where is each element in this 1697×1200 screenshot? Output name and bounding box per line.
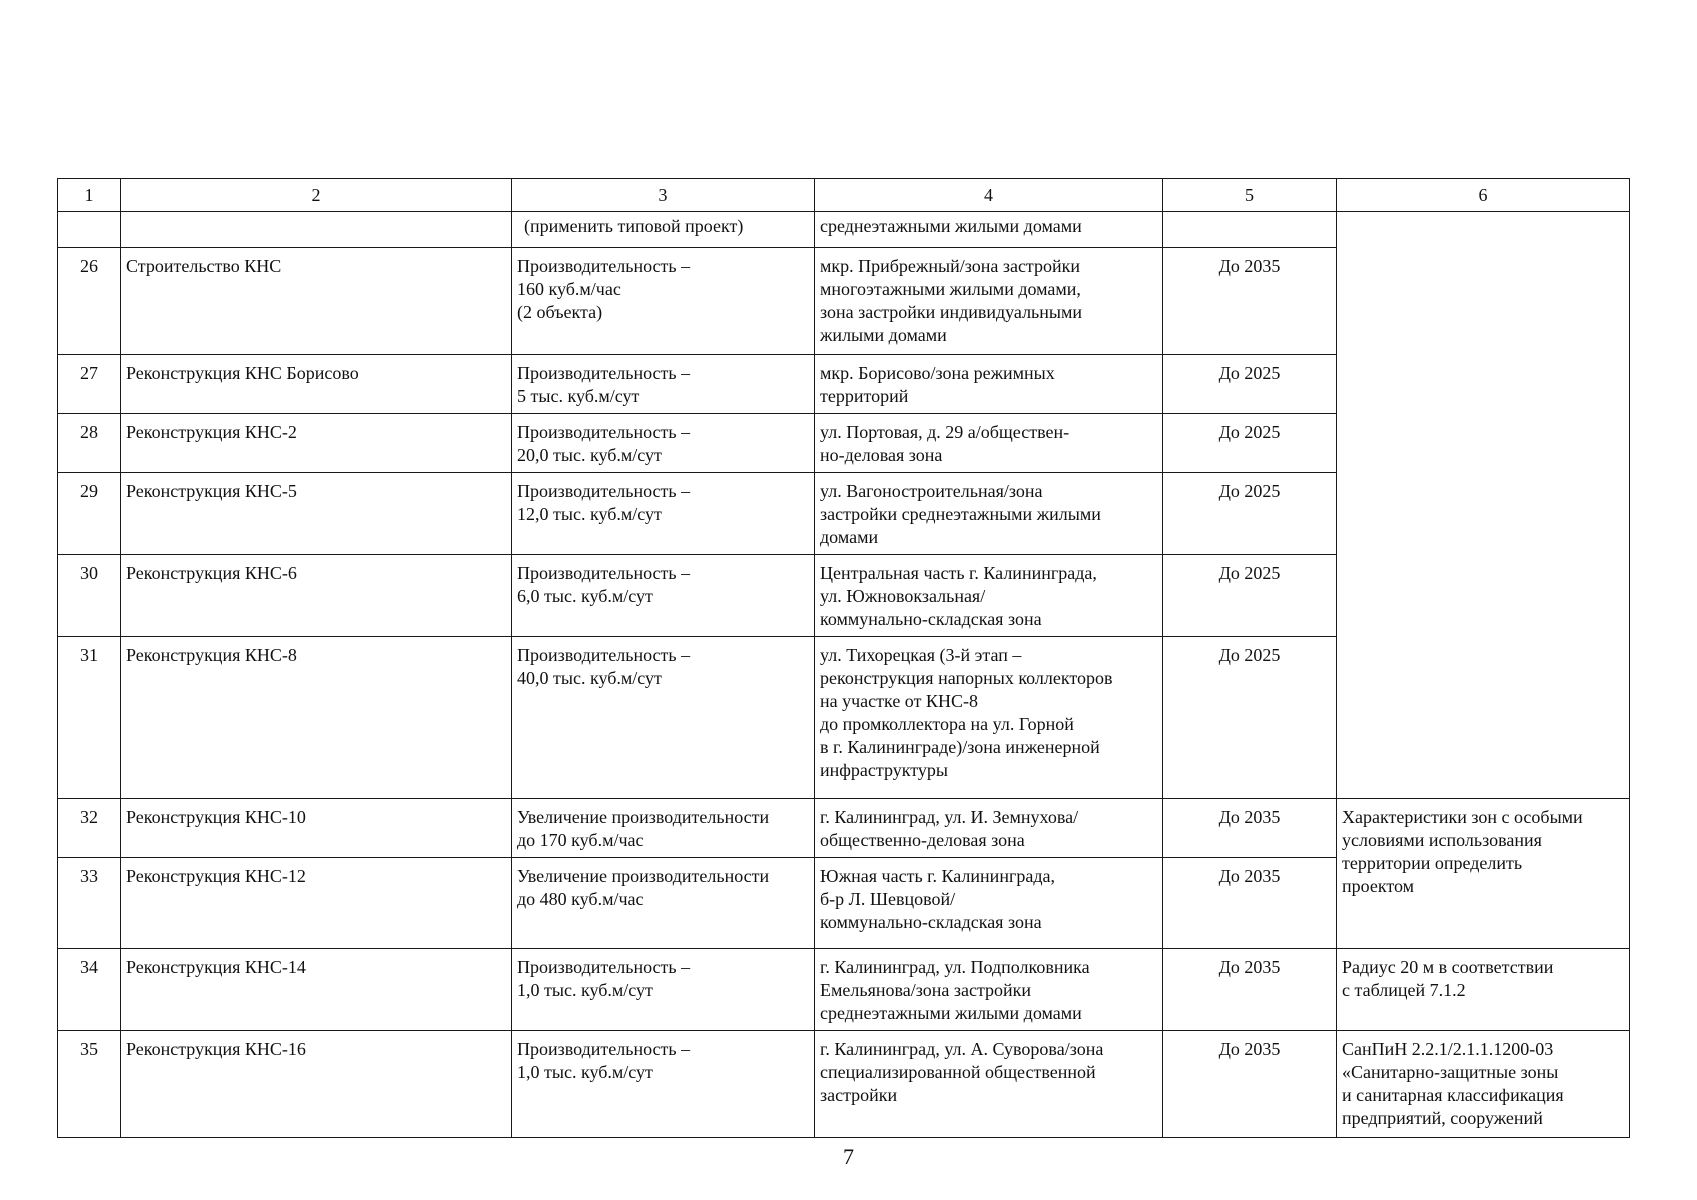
zone-characteristics-cell: [1337, 212, 1630, 799]
object-name-cell: Реконструкция КНС Борисово: [121, 355, 512, 414]
capacity-cell: Производительность – 12,0 тыс. куб.м/сут: [512, 473, 815, 555]
table-row-34: [58, 949, 1630, 1031]
term-cell: До 2035: [1163, 248, 1337, 355]
term-cell: До 2035: [1163, 1031, 1337, 1138]
location-cell: ул. Тихорецкая (3-й этап – реконструкция напорных коллекторов на участке от КНС-8 до промколлектора на ул. Горной в г. Калининграде)/зона инженерной инфраструктуры: [815, 637, 1163, 799]
location-cell: среднеэтажными жилыми домами: [815, 212, 1163, 248]
object-name-cell: Реконструкция КНС-16: [121, 1031, 512, 1138]
capacity-cell: Производительность – 20,0 тыс. куб.м/сут: [512, 414, 815, 473]
location-cell: ул. Портовая, д. 29 а/обществен- но-деловая зона: [815, 414, 1163, 473]
page-number: 7: [843, 1144, 854, 1169]
term-cell: До 2025: [1163, 637, 1337, 799]
capacity-cell: Увеличение производительности до 170 куб.м/час: [512, 799, 815, 858]
row-number-cell: 33: [58, 858, 121, 949]
table-header-row: [58, 179, 1630, 212]
term-cell: До 2025: [1163, 414, 1337, 473]
row-number-cell: 32: [58, 799, 121, 858]
zone-characteristics-cell: СанПиН 2.2.1/2.1.1.1200-03 «Санитарно-защитные зоны и санитарная классификация предприятий, сооружений: [1337, 1031, 1630, 1138]
column-header-4: 4: [815, 179, 1163, 212]
location-cell: мкр. Прибрежный/зона застройки многоэтажными жилыми домами, зона застройки индивидуальными жилыми домами: [815, 248, 1163, 355]
row-number-cell: 29: [58, 473, 121, 555]
object-name-cell: [121, 212, 512, 248]
column-header-1: 1: [58, 179, 121, 212]
location-cell: г. Калининград, ул. Подполковника Емельянова/зона застройки среднеэтажными жилыми домами: [815, 949, 1163, 1031]
location-cell: мкр. Борисово/зона режимных территорий: [815, 355, 1163, 414]
zone-characteristics-cell: Характеристики зон с особыми условиями использования территории определить проектом: [1337, 799, 1630, 949]
location-cell: ул. Вагоностроительная/зона застройки среднеэтажными жилыми домами: [815, 473, 1163, 555]
table-row-continuation: [58, 212, 1630, 248]
row-number-cell: 26: [58, 248, 121, 355]
object-name-cell: Реконструкция КНС-2: [121, 414, 512, 473]
column-header-3: 3: [512, 179, 815, 212]
capacity-cell: Производительность – 5 тыс. куб.м/сут: [512, 355, 815, 414]
object-name-cell: Строительство КНС: [121, 248, 512, 355]
object-name-cell: Реконструкция КНС-6: [121, 555, 512, 637]
row-number-cell: 27: [58, 355, 121, 414]
location-cell: Южная часть г. Калининграда, б-р Л. Шевцовой/ коммунально-складская зона: [815, 858, 1163, 949]
row-number-cell: 34: [58, 949, 121, 1031]
zone-characteristics-cell: Радиус 20 м в соответствии с таблицей 7.1.2: [1337, 949, 1630, 1031]
row-number-cell: 35: [58, 1031, 121, 1138]
column-header-5: 5: [1163, 179, 1337, 212]
table-row-32: [58, 799, 1630, 858]
row-number-cell: 30: [58, 555, 121, 637]
location-cell: г. Калининград, ул. И. Земнухова/ общественно-деловая зона: [815, 799, 1163, 858]
term-cell: [1163, 212, 1337, 248]
facilities-table: [57, 178, 1630, 1138]
capacity-cell: Производительность – 160 куб.м/час (2 объекта): [512, 248, 815, 355]
capacity-cell: Производительность – 1,0 тыс. куб.м/сут: [512, 949, 815, 1031]
term-cell: До 2035: [1163, 799, 1337, 858]
object-name-cell: Реконструкция КНС-10: [121, 799, 512, 858]
capacity-cell: (применить типовой проект): [512, 212, 815, 248]
capacity-cell: Производительность – 40,0 тыс. куб.м/сут: [512, 637, 815, 799]
object-name-cell: Реконструкция КНС-8: [121, 637, 512, 799]
term-cell: До 2035: [1163, 949, 1337, 1031]
term-cell: До 2025: [1163, 555, 1337, 637]
term-cell: До 2025: [1163, 355, 1337, 414]
term-cell: До 2025: [1163, 473, 1337, 555]
object-name-cell: Реконструкция КНС-12: [121, 858, 512, 949]
object-name-cell: Реконструкция КНС-5: [121, 473, 512, 555]
location-cell: г. Калининград, ул. А. Суворова/зона специализированной общественной застройки: [815, 1031, 1163, 1138]
column-header-6: 6: [1337, 179, 1630, 212]
capacity-cell: Производительность – 1,0 тыс. куб.м/сут: [512, 1031, 815, 1138]
location-cell: Центральная часть г. Калининграда, ул. Южновокзальная/ коммунально-складская зона: [815, 555, 1163, 637]
column-header-2: 2: [121, 179, 512, 212]
capacity-cell: Производительность – 6,0 тыс. куб.м/сут: [512, 555, 815, 637]
term-cell: До 2035: [1163, 858, 1337, 949]
table-row-35: [58, 1031, 1630, 1138]
row-number-cell: 28: [58, 414, 121, 473]
capacity-cell: Увеличение производительности до 480 куб.м/час: [512, 858, 815, 949]
object-name-cell: Реконструкция КНС-14: [121, 949, 512, 1031]
row-number-cell: [58, 212, 121, 248]
row-number-cell: 31: [58, 637, 121, 799]
